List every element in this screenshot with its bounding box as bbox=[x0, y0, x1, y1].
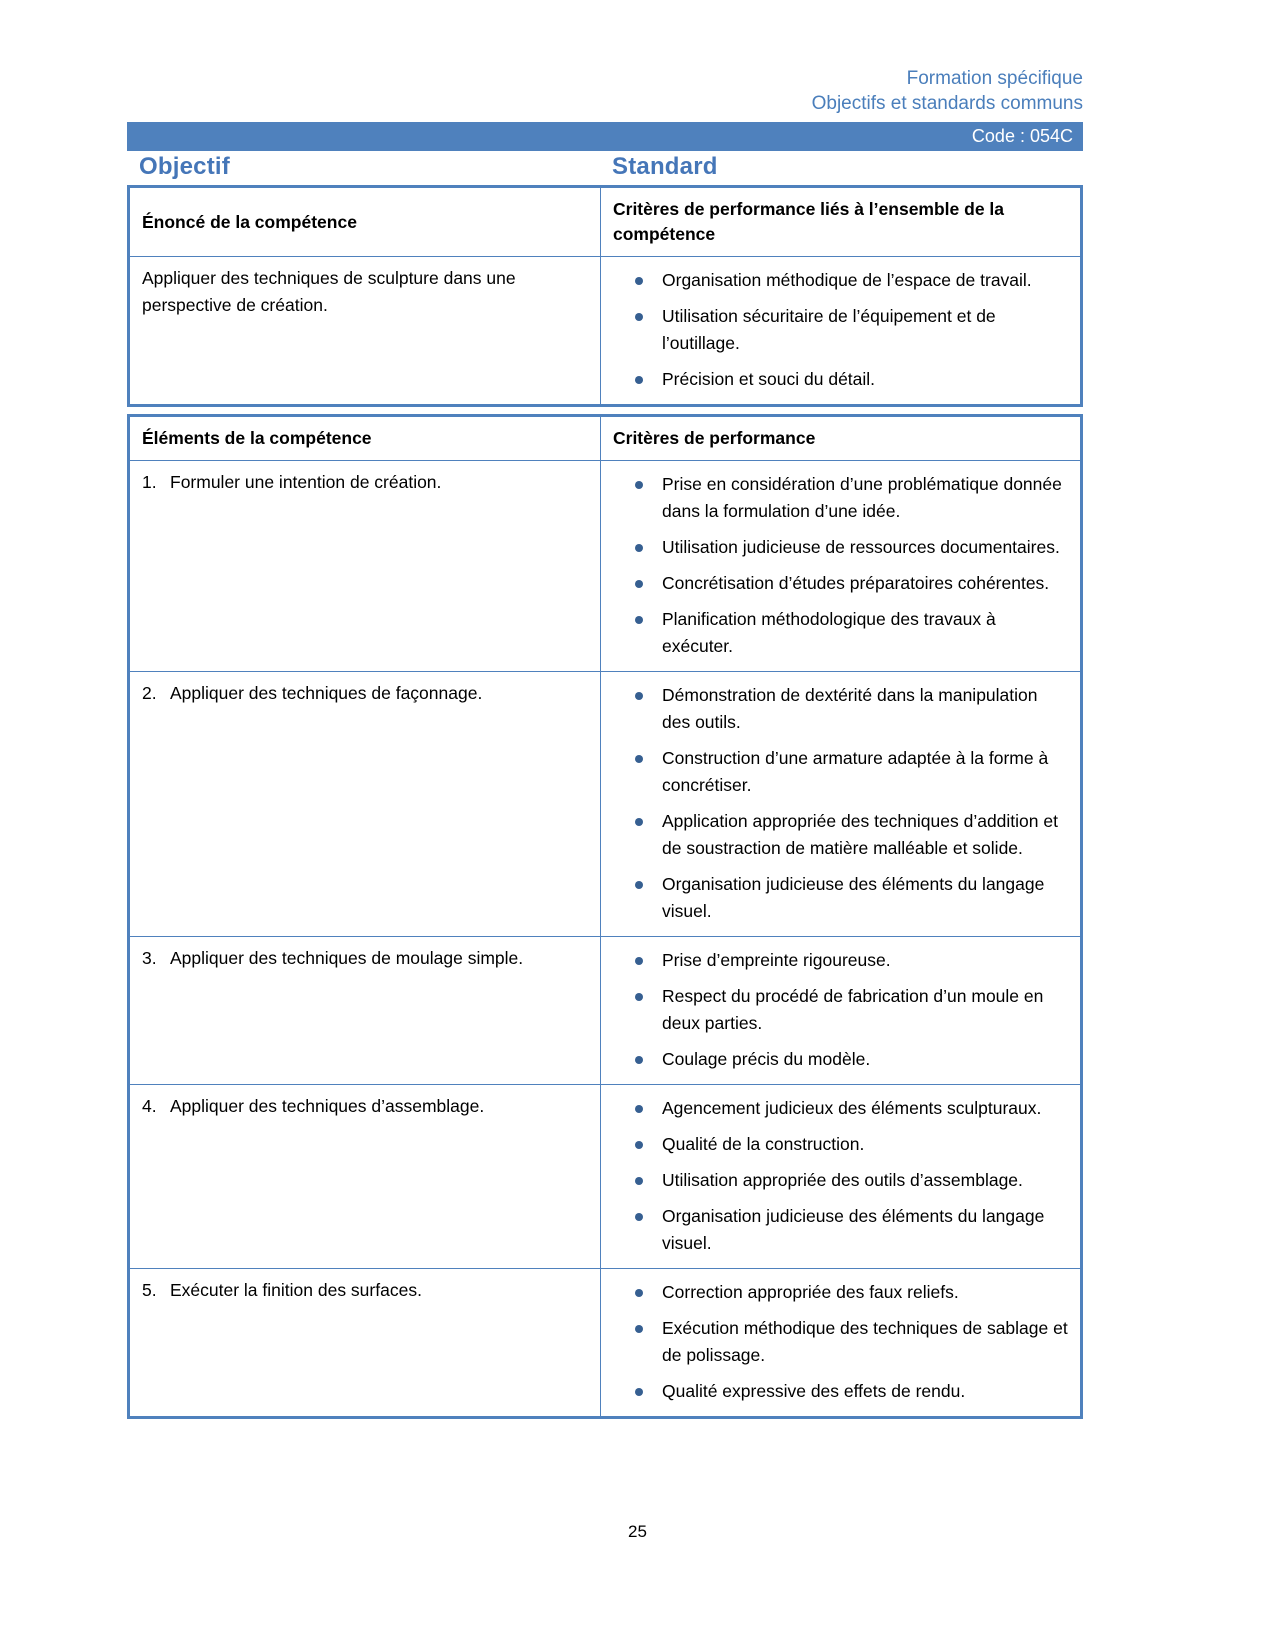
criteria-text: Construction d’une armature adaptée à la forme à concrétiser. bbox=[662, 748, 1049, 795]
element-text: Exécuter la finition des surfaces. bbox=[170, 1280, 422, 1300]
bullet-icon bbox=[635, 1325, 643, 1333]
criteria-text: Planification méthodologique des travaux à exécuter. bbox=[662, 609, 996, 656]
criteria-list bbox=[613, 1277, 1068, 1405]
criteria-item bbox=[635, 682, 1068, 736]
criteria-item bbox=[635, 1203, 1068, 1257]
element-number: 1. bbox=[142, 472, 157, 492]
bullet-icon bbox=[635, 1141, 643, 1149]
bullet-icon bbox=[635, 1177, 643, 1185]
criteria-list bbox=[613, 265, 1068, 393]
standard-title: Standard bbox=[612, 153, 718, 180]
bullet-icon bbox=[635, 481, 643, 489]
bullet-icon bbox=[635, 580, 643, 588]
criteria-item bbox=[635, 534, 1068, 561]
element-row bbox=[130, 460, 1080, 671]
criteria-text: Précision et souci du détail. bbox=[662, 369, 876, 389]
criteria-text: Démonstration de dextérité dans la manipulation des outils. bbox=[662, 685, 1038, 732]
element-row bbox=[130, 671, 1080, 936]
criteria-text: Prise d’empreinte rigoureuse. bbox=[662, 950, 891, 970]
criteria-text: Organisation judicieuse des éléments du langage visuel. bbox=[662, 874, 1045, 921]
table-row bbox=[130, 256, 1080, 404]
element-text: Appliquer des techniques de moulage simple. bbox=[170, 948, 524, 968]
bullet-icon bbox=[635, 692, 643, 700]
bullet-icon bbox=[635, 818, 643, 826]
element-text: Formuler une intention de création. bbox=[170, 472, 442, 492]
criteria-text: Utilisation judicieuse de ressources documentaires. bbox=[662, 537, 1060, 557]
criteria-text: Qualité de la construction. bbox=[662, 1134, 865, 1154]
criteria-text: Organisation méthodique de l’espace de travail. bbox=[662, 270, 1032, 290]
table-header-row bbox=[130, 188, 1080, 256]
criteria-text: Concrétisation d’études préparatoires cohérentes. bbox=[662, 573, 1050, 593]
bullet-icon bbox=[635, 616, 643, 624]
criteria-list bbox=[613, 469, 1068, 660]
bullet-icon bbox=[635, 313, 643, 321]
criteria-list bbox=[613, 945, 1068, 1073]
element-text: Appliquer des techniques de façonnage. bbox=[170, 683, 483, 703]
criteria-item bbox=[635, 1167, 1068, 1194]
criteria-list bbox=[613, 680, 1068, 925]
criteria-item bbox=[635, 745, 1068, 799]
criteria-cell bbox=[600, 1085, 1080, 1268]
criteria-text: Agencement judicieux des éléments sculpturaux. bbox=[662, 1098, 1042, 1118]
element-cell bbox=[130, 672, 600, 936]
element-number: 2. bbox=[142, 683, 157, 703]
bullet-icon bbox=[635, 544, 643, 552]
criteria-text: Coulage précis du modèle. bbox=[662, 1049, 871, 1069]
criteria-item bbox=[635, 1315, 1068, 1369]
table-header-row bbox=[130, 417, 1080, 460]
element-row bbox=[130, 1268, 1080, 1416]
running-header bbox=[127, 0, 1083, 116]
criteria-text: Respect du procédé de fabrication d’un moule en deux parties. bbox=[662, 986, 1044, 1033]
criteria-cell bbox=[600, 1269, 1080, 1416]
column-titles bbox=[127, 151, 1083, 185]
criteria-item bbox=[635, 303, 1068, 357]
criteria-text: Organisation judicieuse des éléments du langage visuel. bbox=[662, 1206, 1045, 1253]
criteria-text: Application appropriée des techniques d’addition et de soustraction de matière malléable et solide. bbox=[662, 811, 1058, 858]
running-header-line-1: Formation spécifique bbox=[906, 68, 1083, 89]
bullet-icon bbox=[635, 881, 643, 889]
bullet-icon bbox=[635, 376, 643, 384]
element-cell bbox=[130, 461, 600, 671]
bullet-icon bbox=[635, 1388, 643, 1396]
criteria-item bbox=[635, 983, 1068, 1037]
bullet-icon bbox=[635, 755, 643, 763]
criteres-header: Critères de performance bbox=[600, 417, 1080, 460]
criteria-item bbox=[635, 1046, 1068, 1073]
criteria-list bbox=[613, 1093, 1068, 1257]
element-number: 3. bbox=[142, 948, 157, 968]
criteria-item bbox=[635, 947, 1068, 974]
elements-header: Éléments de la compétence bbox=[142, 428, 372, 448]
criteria-cell bbox=[600, 257, 1080, 404]
criteria-text: Utilisation sécuritaire de l’équipement et de l’outillage. bbox=[662, 306, 996, 353]
bullet-icon bbox=[635, 993, 643, 1001]
element-text: Appliquer des techniques d’assemblage. bbox=[170, 1096, 485, 1116]
bullet-icon bbox=[635, 957, 643, 965]
criteria-item bbox=[635, 1279, 1068, 1306]
competence-statement: Appliquer des techniques de sculpture dans une perspective de création. bbox=[142, 268, 516, 315]
enonce-header: Énoncé de la compétence bbox=[142, 211, 357, 232]
criteria-text: Qualité expressive des effets de rendu. bbox=[662, 1381, 966, 1401]
criteria-text: Correction appropriée des faux reliefs. bbox=[662, 1282, 959, 1302]
criteria-item bbox=[635, 1131, 1068, 1158]
element-number: 5. bbox=[142, 1280, 157, 1300]
criteria-item bbox=[635, 1095, 1068, 1122]
code-bar bbox=[127, 122, 1083, 151]
criteria-item bbox=[635, 570, 1068, 597]
criteria-item bbox=[635, 366, 1068, 393]
objectif-title: Objectif bbox=[139, 153, 230, 180]
element-row bbox=[130, 936, 1080, 1084]
criteria-item bbox=[635, 267, 1068, 294]
bullet-icon bbox=[635, 1289, 643, 1297]
competence-statement-table bbox=[127, 185, 1083, 407]
criteria-item bbox=[635, 871, 1068, 925]
bullet-icon bbox=[635, 1056, 643, 1064]
code-label: Code : 054C bbox=[971, 126, 1073, 146]
criteria-item bbox=[635, 471, 1068, 525]
criteria-text: Exécution méthodique des techniques de sablage et de polissage. bbox=[662, 1318, 1068, 1365]
bullet-icon bbox=[635, 1213, 643, 1221]
running-header-line-2: Objectifs et standards communs bbox=[811, 93, 1083, 114]
page-number: 25 bbox=[628, 1522, 647, 1541]
bullet-icon bbox=[635, 277, 643, 285]
bullet-icon bbox=[635, 1105, 643, 1113]
criteria-cell bbox=[600, 937, 1080, 1084]
competence-elements-table bbox=[127, 414, 1083, 1419]
element-row bbox=[130, 1084, 1080, 1268]
criteria-item bbox=[635, 1378, 1068, 1405]
criteres-ensemble-header: Critères de performance liés à l’ensemble de la compétence bbox=[600, 188, 1080, 256]
criteria-cell bbox=[600, 672, 1080, 936]
element-cell bbox=[130, 1269, 600, 1416]
criteria-item bbox=[635, 606, 1068, 660]
criteria-cell bbox=[600, 461, 1080, 671]
element-number: 4. bbox=[142, 1096, 157, 1116]
criteria-text: Utilisation appropriée des outils d’assemblage. bbox=[662, 1170, 1023, 1190]
element-cell bbox=[130, 1085, 600, 1268]
criteria-item bbox=[635, 808, 1068, 862]
criteria-text: Prise en considération d’une problématique donnée dans la formulation d’une idée. bbox=[662, 474, 1062, 521]
element-cell bbox=[130, 937, 600, 1084]
